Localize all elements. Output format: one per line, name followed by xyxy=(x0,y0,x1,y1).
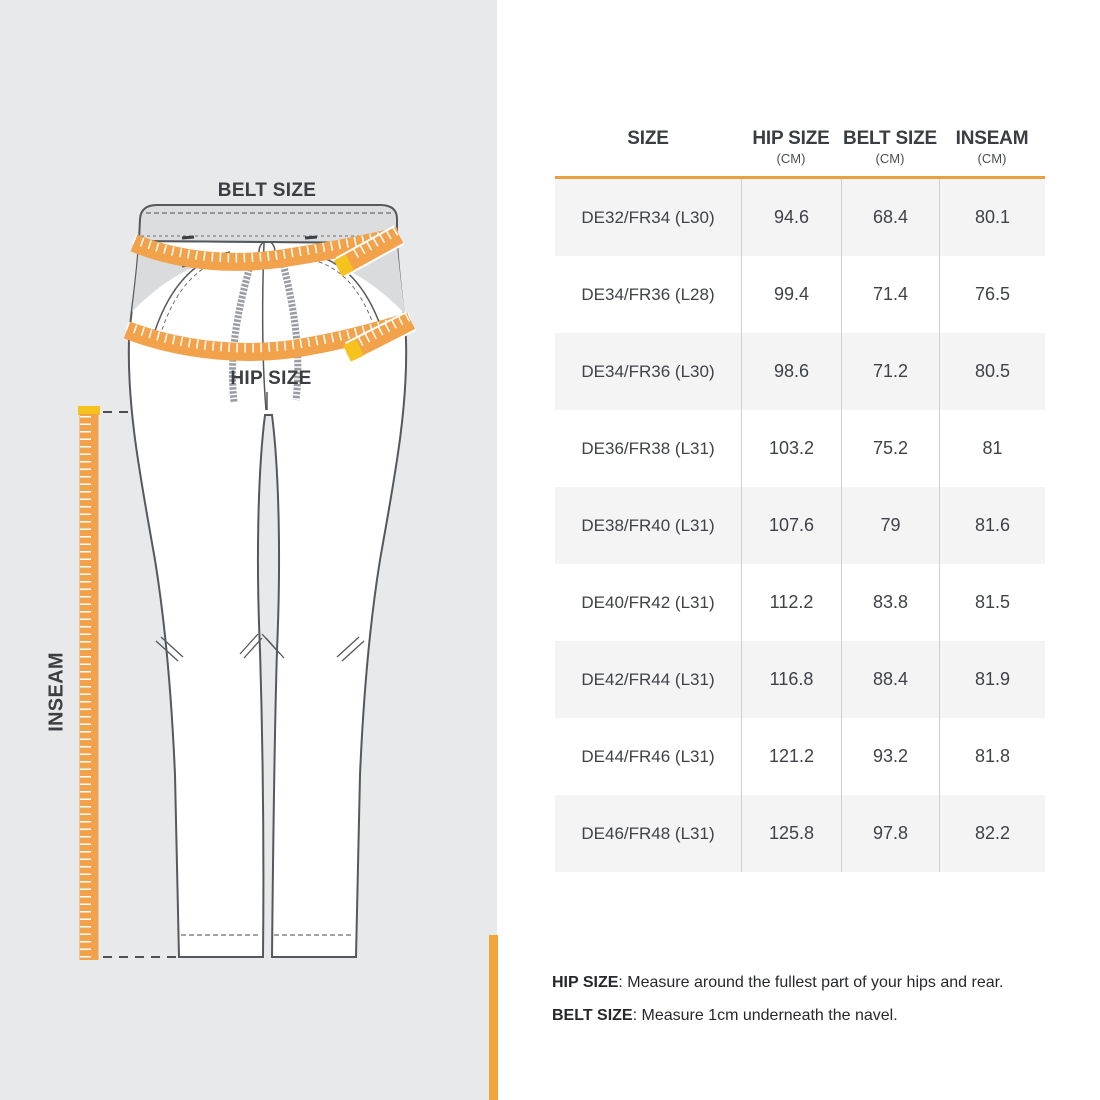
hip-cell: 112.2 xyxy=(741,564,841,641)
table-header xyxy=(555,128,1045,179)
size-cell: DE42/FR44 (L31) xyxy=(581,669,715,689)
table-row xyxy=(555,564,1045,641)
header-size-label: SIZE xyxy=(627,128,669,149)
table-row xyxy=(555,487,1045,564)
hip-note-term: HIP SIZE xyxy=(552,974,619,991)
table-row xyxy=(555,795,1045,872)
inseam-cell: 80.5 xyxy=(939,333,1045,410)
header-belt-unit: (CM) xyxy=(875,151,905,166)
belt-tape-fold-tip xyxy=(338,263,350,269)
hip-cell: 103.2 xyxy=(741,410,841,487)
size-cell: DE34/FR36 (L28) xyxy=(581,284,715,304)
inseam-cell: 81.8 xyxy=(939,718,1045,795)
header-inseam-label: INSEAM xyxy=(955,128,1029,149)
table-row xyxy=(555,256,1045,333)
inseam-cell: 81.5 xyxy=(939,564,1045,641)
hip-size-label: HIP SIZE xyxy=(230,368,312,389)
illustration-panel xyxy=(0,0,497,1100)
inseam-cell: 81.6 xyxy=(939,487,1045,564)
hip-cell: 99.4 xyxy=(741,256,841,333)
table-row xyxy=(555,410,1045,487)
size-cell: DE34/FR36 (L30) xyxy=(581,361,715,381)
belt-cell: 93.2 xyxy=(841,718,939,795)
belt-cell: 68.4 xyxy=(841,179,939,256)
inseam-label: INSEAM xyxy=(45,652,68,732)
header-size xyxy=(555,128,741,167)
belt-cell: 71.2 xyxy=(841,333,939,410)
belt-cell: 79 xyxy=(841,487,939,564)
size-table xyxy=(555,128,1045,872)
belt-cell: 97.8 xyxy=(841,795,939,872)
inseam-cell: 82.2 xyxy=(939,795,1045,872)
table-row xyxy=(555,641,1045,718)
header-inseam xyxy=(939,128,1045,167)
belt-size-label: BELT SIZE xyxy=(217,180,317,201)
belt-note-term: BELT SIZE xyxy=(552,1007,633,1024)
hip-cell: 116.8 xyxy=(741,641,841,718)
belt-size-note xyxy=(552,999,1082,1032)
inseam-tape-tip xyxy=(78,406,100,415)
header-hip xyxy=(741,128,841,167)
inseam-cell: 76.5 xyxy=(939,256,1045,333)
table-row xyxy=(555,333,1045,410)
inseam-cell: 80.1 xyxy=(939,179,1045,256)
hip-cell: 107.6 xyxy=(741,487,841,564)
size-cell: DE36/FR38 (L31) xyxy=(581,438,715,458)
measurement-notes xyxy=(552,966,1082,1032)
hip-size-note xyxy=(552,966,1082,999)
size-cell: DE32/FR34 (L30) xyxy=(581,207,715,227)
hip-note-text: : Measure around the fullest part of your hips and rear. xyxy=(618,974,1004,991)
header-hip-label: HIP SIZE xyxy=(752,128,830,149)
header-belt-label: BELT SIZE xyxy=(843,128,937,149)
hip-cell: 94.6 xyxy=(741,179,841,256)
size-cell: DE38/FR40 (L31) xyxy=(581,515,715,535)
belt-cell: 88.4 xyxy=(841,641,939,718)
header-inseam-unit: (CM) xyxy=(977,151,1007,166)
belt-cell: 75.2 xyxy=(841,410,939,487)
accent-bar xyxy=(489,935,498,1100)
inseam-cell: 81 xyxy=(939,410,1045,487)
hip-cell: 125.8 xyxy=(741,795,841,872)
size-cell: DE44/FR46 (L31) xyxy=(581,746,715,766)
belt-note-text: : Measure 1cm underneath the navel. xyxy=(632,1007,898,1024)
table-row xyxy=(555,179,1045,256)
hip-tape-fold-tip xyxy=(347,348,360,354)
table-row xyxy=(555,718,1045,795)
belt-cell: 71.4 xyxy=(841,256,939,333)
pants-illustration xyxy=(0,0,497,1100)
size-cell: DE40/FR42 (L31) xyxy=(581,592,715,612)
header-belt xyxy=(841,128,939,167)
size-cell: DE46/FR48 (L31) xyxy=(581,823,715,843)
inseam-cell: 81.9 xyxy=(939,641,1045,718)
belt-cell: 83.8 xyxy=(841,564,939,641)
header-hip-unit: (CM) xyxy=(776,151,806,166)
hip-cell: 121.2 xyxy=(741,718,841,795)
hip-cell: 98.6 xyxy=(741,333,841,410)
